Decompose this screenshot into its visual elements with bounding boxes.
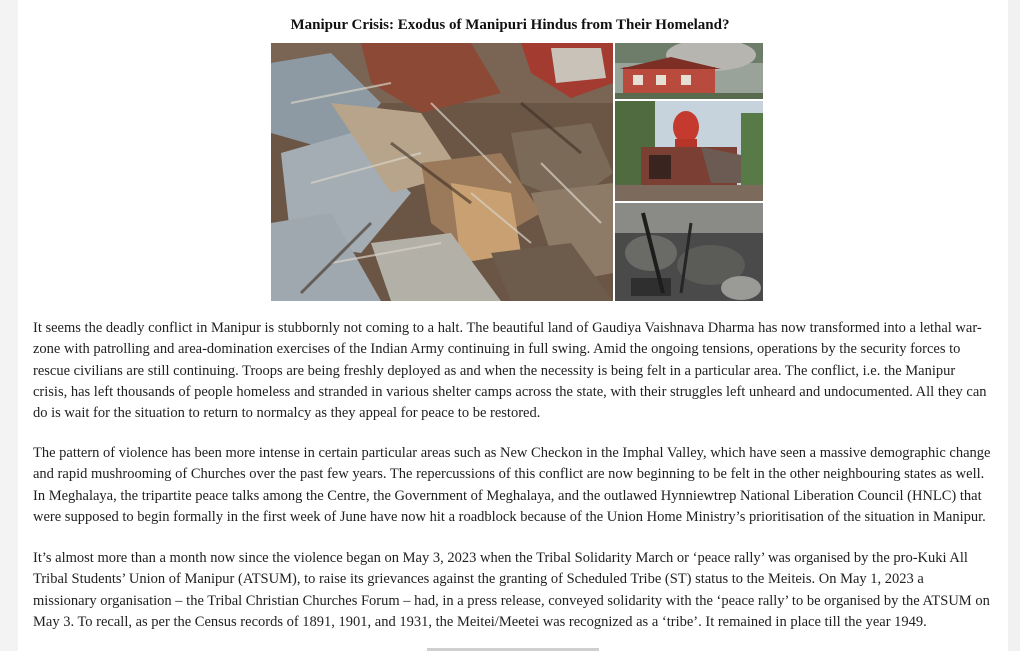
burning-house-photo xyxy=(615,43,763,99)
article-paragraph: The pattern of violence has been more intense in certain particular areas such as New Checkon in the Imphal Valley, which have seen a massive demographic change and rapid mushrooming of Churches over the past few years. The repercussions of this conflict are now beginning to be felt in the other neighbouring states as well. In Meghalaya, the tripartite peace talks among the Centre, the Government of Meghalaya, and the outlawed Hynniewtrep National Liberation Council (HNLC) that were supposed to begin formally in the first week of June have now hit a roadblock because of the Union Home Ministry’s prioritisation of the situation in Manipur. xyxy=(33,445,991,525)
article-paragraph: It’s almost more than a month now since the violence began on May 3, 2023 when the Tribal Solidarity March or ‘peace rally’ was organised by the pro-Kuki All Tribal Students’ Union of Manipur (ATSUM), to raise its grievances against the granting of Scheduled Tribe (ST) status to the Meiteis. On May 1, 2023 a missionary organisation – the Tribal Christian Churches Forum – had, in a press release, conveyed solidarity with the ‘peace rally’ to be organised by the ATSUM on May 3. To recall, as per the Census records of 1891, 1901, and 1931, the Meitei/Meetei was recognized as a ‘tribe’. It remained in place till the year 1949. xyxy=(33,550,990,630)
article-title: Manipur Crisis: Exodus of Manipuri Hindus from Their Homeland? xyxy=(290,17,730,34)
rubble-photo xyxy=(271,43,613,301)
scrollbar-track[interactable] xyxy=(1008,0,1020,651)
burnt-interior-photo xyxy=(615,203,763,301)
article-image-collage[interactable] xyxy=(271,43,763,301)
temple-photo xyxy=(615,101,763,201)
article-paragraph: It seems the deadly conflict in Manipur is stubbornly not coming to a halt. The beautiful land of Gaudiya Vaishnava Dharma has now transformed into a lethal war-zone with patrolling and area-domination exercises of the Indian Army continuing in full swing. Amid the ongoing tensions, operations by the security forces to rescue civilians are still continuing. Troops are being freshly deployed as and when the necessity is being felt in a particular area. The conflict, i.e. the Manipur crisis, has left thousands of people homeless and stranded in various shelter camps across the state, with their struggles left unheard and undocumented. All they can do is wait for the situation to return to normalcy as they appeal for peace to be restored. xyxy=(33,320,987,422)
